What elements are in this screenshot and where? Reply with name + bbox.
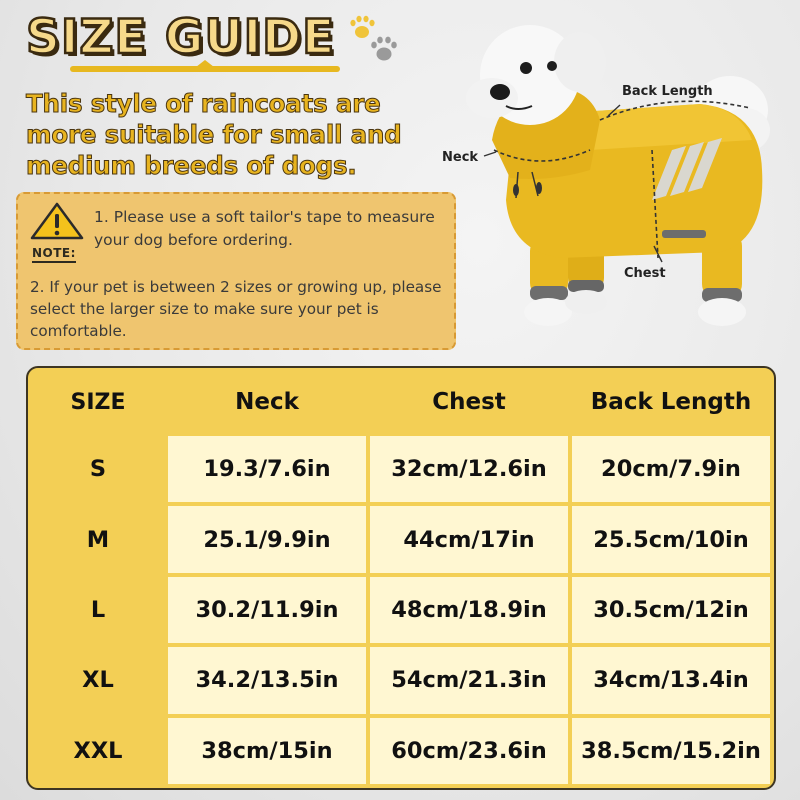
warning-icon	[28, 202, 86, 240]
size-cell: L	[32, 577, 164, 643]
back-length-cell: 34cm/13.4in	[572, 647, 770, 713]
neck-cell: 34.2/13.5in	[168, 647, 366, 713]
back-length-cell: 38.5cm/15.2in	[572, 718, 770, 784]
table-row	[32, 436, 770, 502]
back-length-cell: 30.5cm/12in	[572, 577, 770, 643]
title-block	[18, 4, 348, 74]
chest-cell: 48cm/18.9in	[370, 577, 568, 643]
neck-cell: 38cm/15in	[168, 718, 366, 784]
intro-text: This style of raincoats are more suitable for small and medium breeds of dogs.	[26, 89, 402, 180]
size-cell: XL	[32, 647, 164, 713]
dog-in-raincoat-image	[440, 0, 800, 350]
header-size: SIZE	[32, 372, 164, 432]
paw-prints-icon	[340, 10, 410, 70]
neck-cell: 19.3/7.6in	[168, 436, 366, 502]
title-underline	[70, 66, 340, 72]
note-item-2: 2. If your pet is between 2 sizes or growing up, please select the larger size to make sure your pet is comfortable.	[30, 278, 442, 340]
table-row	[32, 577, 770, 643]
note-label: NOTE:	[32, 246, 76, 260]
note-box	[16, 192, 456, 350]
table-row	[32, 647, 770, 713]
size-cell: XXL	[32, 718, 164, 784]
table-row	[32, 718, 770, 784]
size-table-grid	[28, 368, 774, 788]
chest-cell: 54cm/21.3in	[370, 647, 568, 713]
chest-cell: 32cm/12.6in	[370, 436, 568, 502]
back-length-cell: 25.5cm/10in	[572, 506, 770, 572]
chest-label: Chest	[624, 266, 666, 281]
neck-label: Neck	[442, 150, 479, 165]
page-title: SIZE GUIDE	[26, 10, 336, 65]
dog-illustration	[440, 0, 800, 350]
table-header-row	[32, 372, 770, 432]
size-cell: M	[32, 506, 164, 572]
back-length-label: Back Length	[622, 84, 713, 99]
neck-cell: 25.1/9.9in	[168, 506, 366, 572]
size-cell: S	[32, 436, 164, 502]
header-neck: Neck	[168, 372, 366, 432]
back-length-cell: 20cm/7.9in	[572, 436, 770, 502]
header-back-length: Back Length	[572, 372, 770, 432]
chest-cell: 60cm/23.6in	[370, 718, 568, 784]
size-table	[26, 366, 776, 790]
header-chest: Chest	[370, 372, 568, 432]
neck-cell: 30.2/11.9in	[168, 577, 366, 643]
note-item-1: 1. Please use a soft tailor's tape to measure your dog before ordering.	[94, 208, 435, 249]
chest-cell: 44cm/17in	[370, 506, 568, 572]
table-row	[32, 506, 770, 572]
